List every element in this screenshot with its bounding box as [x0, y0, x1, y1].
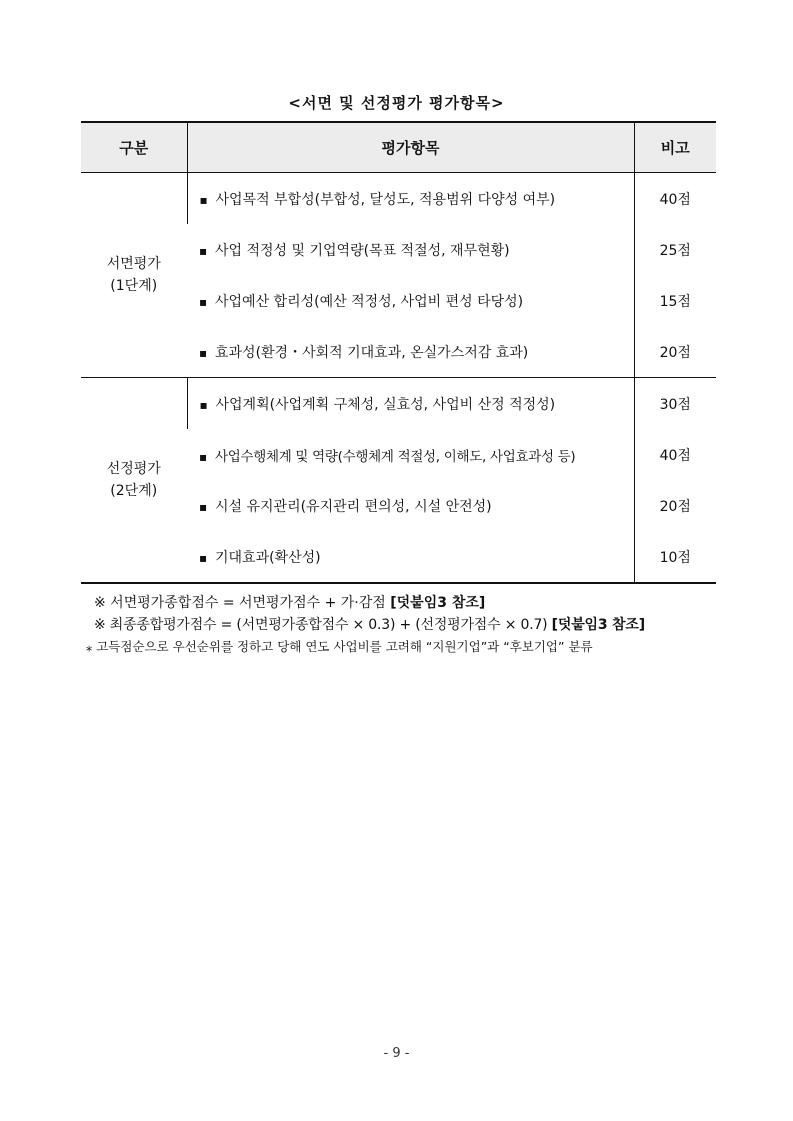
category-cell-written	[81, 173, 187, 378]
table-header-row	[81, 122, 716, 173]
item-text: 기대효과(확산성)	[215, 549, 321, 566]
score-cell: 30점	[634, 378, 716, 430]
table-title: <서면 및 선정평가 평가항목>	[288, 94, 505, 112]
score-cell: 10점	[634, 531, 716, 583]
bullet-icon: ▪	[199, 345, 208, 360]
note-ranking: ⁎ 고득점순으로 우선순위를 정하고 당해 연도 사업비를 고려해 “지원기업”과 “후보기업” 분류	[86, 639, 593, 654]
item-text: 사업수행체계 및 역량(수행체계 적절성, 이해도, 사업효과성 등)	[215, 448, 576, 465]
table-row	[81, 378, 716, 430]
item-cell	[187, 531, 634, 583]
notes-block	[86, 592, 645, 658]
bullet-icon: ▪	[199, 499, 208, 514]
item-cell	[187, 275, 634, 326]
item-cell	[187, 173, 634, 225]
bullet-icon: ▪	[199, 243, 208, 258]
item-text: 사업예산 합리성(예산 적정성, 사업비 편성 타당성)	[215, 293, 524, 310]
note-written-score	[94, 592, 645, 614]
score-cell: 40점	[634, 429, 716, 480]
evaluation-table	[81, 121, 716, 584]
page-number: - 9 -	[383, 1046, 410, 1061]
bullet-icon: ▪	[199, 397, 208, 412]
item-cell	[187, 326, 634, 378]
bullet-icon: ▪	[199, 449, 207, 464]
item-cell	[187, 224, 634, 275]
score-cell: 40점	[634, 173, 716, 225]
item-text: 효과성(환경・사회적 기대효과, 온실가스저감 효과)	[215, 344, 529, 361]
score-cell: 15점	[634, 275, 716, 326]
note-reference: [덧붙임3 참조]	[390, 595, 486, 611]
category-name: 서면평가	[106, 256, 161, 272]
note-reference: [덧붙임3 참조]	[551, 617, 645, 633]
item-cell	[187, 480, 634, 531]
item-text: 사업 적정성 및 기업역량(목표 적절성, 재무현황)	[215, 242, 510, 259]
header-category: 구분	[81, 122, 187, 173]
item-text: 시설 유지관리(유지관리 편의성, 시설 안전성)	[215, 498, 492, 515]
category-name: 선정평가	[106, 461, 161, 477]
item-cell	[187, 429, 634, 480]
note-text: ※ 최종종합평가점수 = (서면평가종합점수 × 0.3) + (선정평가점수 × 0.7)	[94, 617, 552, 633]
table-row	[81, 173, 716, 225]
score-cell: 20점	[634, 480, 716, 531]
category-stage: (1단계)	[110, 278, 158, 294]
note-final-score	[94, 614, 645, 636]
header-note: 비고	[634, 122, 716, 173]
item-text: 사업목적 부합성(부합성, 달성도, 적용범위 다양성 여부)	[215, 191, 556, 208]
item-cell	[187, 378, 634, 430]
category-stage: (2단계)	[110, 483, 158, 499]
item-text: 사업계획(사업계획 구체성, 실효성, 사업비 산정 적정성)	[215, 396, 556, 413]
bullet-icon: ▪	[199, 550, 208, 565]
header-item: 평가항목	[187, 122, 634, 173]
bullet-icon: ▪	[199, 192, 208, 207]
score-cell: 25점	[634, 224, 716, 275]
note-text: ※ 서면평가종합점수 = 서면평가점수 + 가·감점	[94, 595, 391, 611]
score-cell: 20점	[634, 326, 716, 378]
bullet-icon: ▪	[199, 294, 208, 309]
category-cell-selection	[81, 378, 187, 584]
